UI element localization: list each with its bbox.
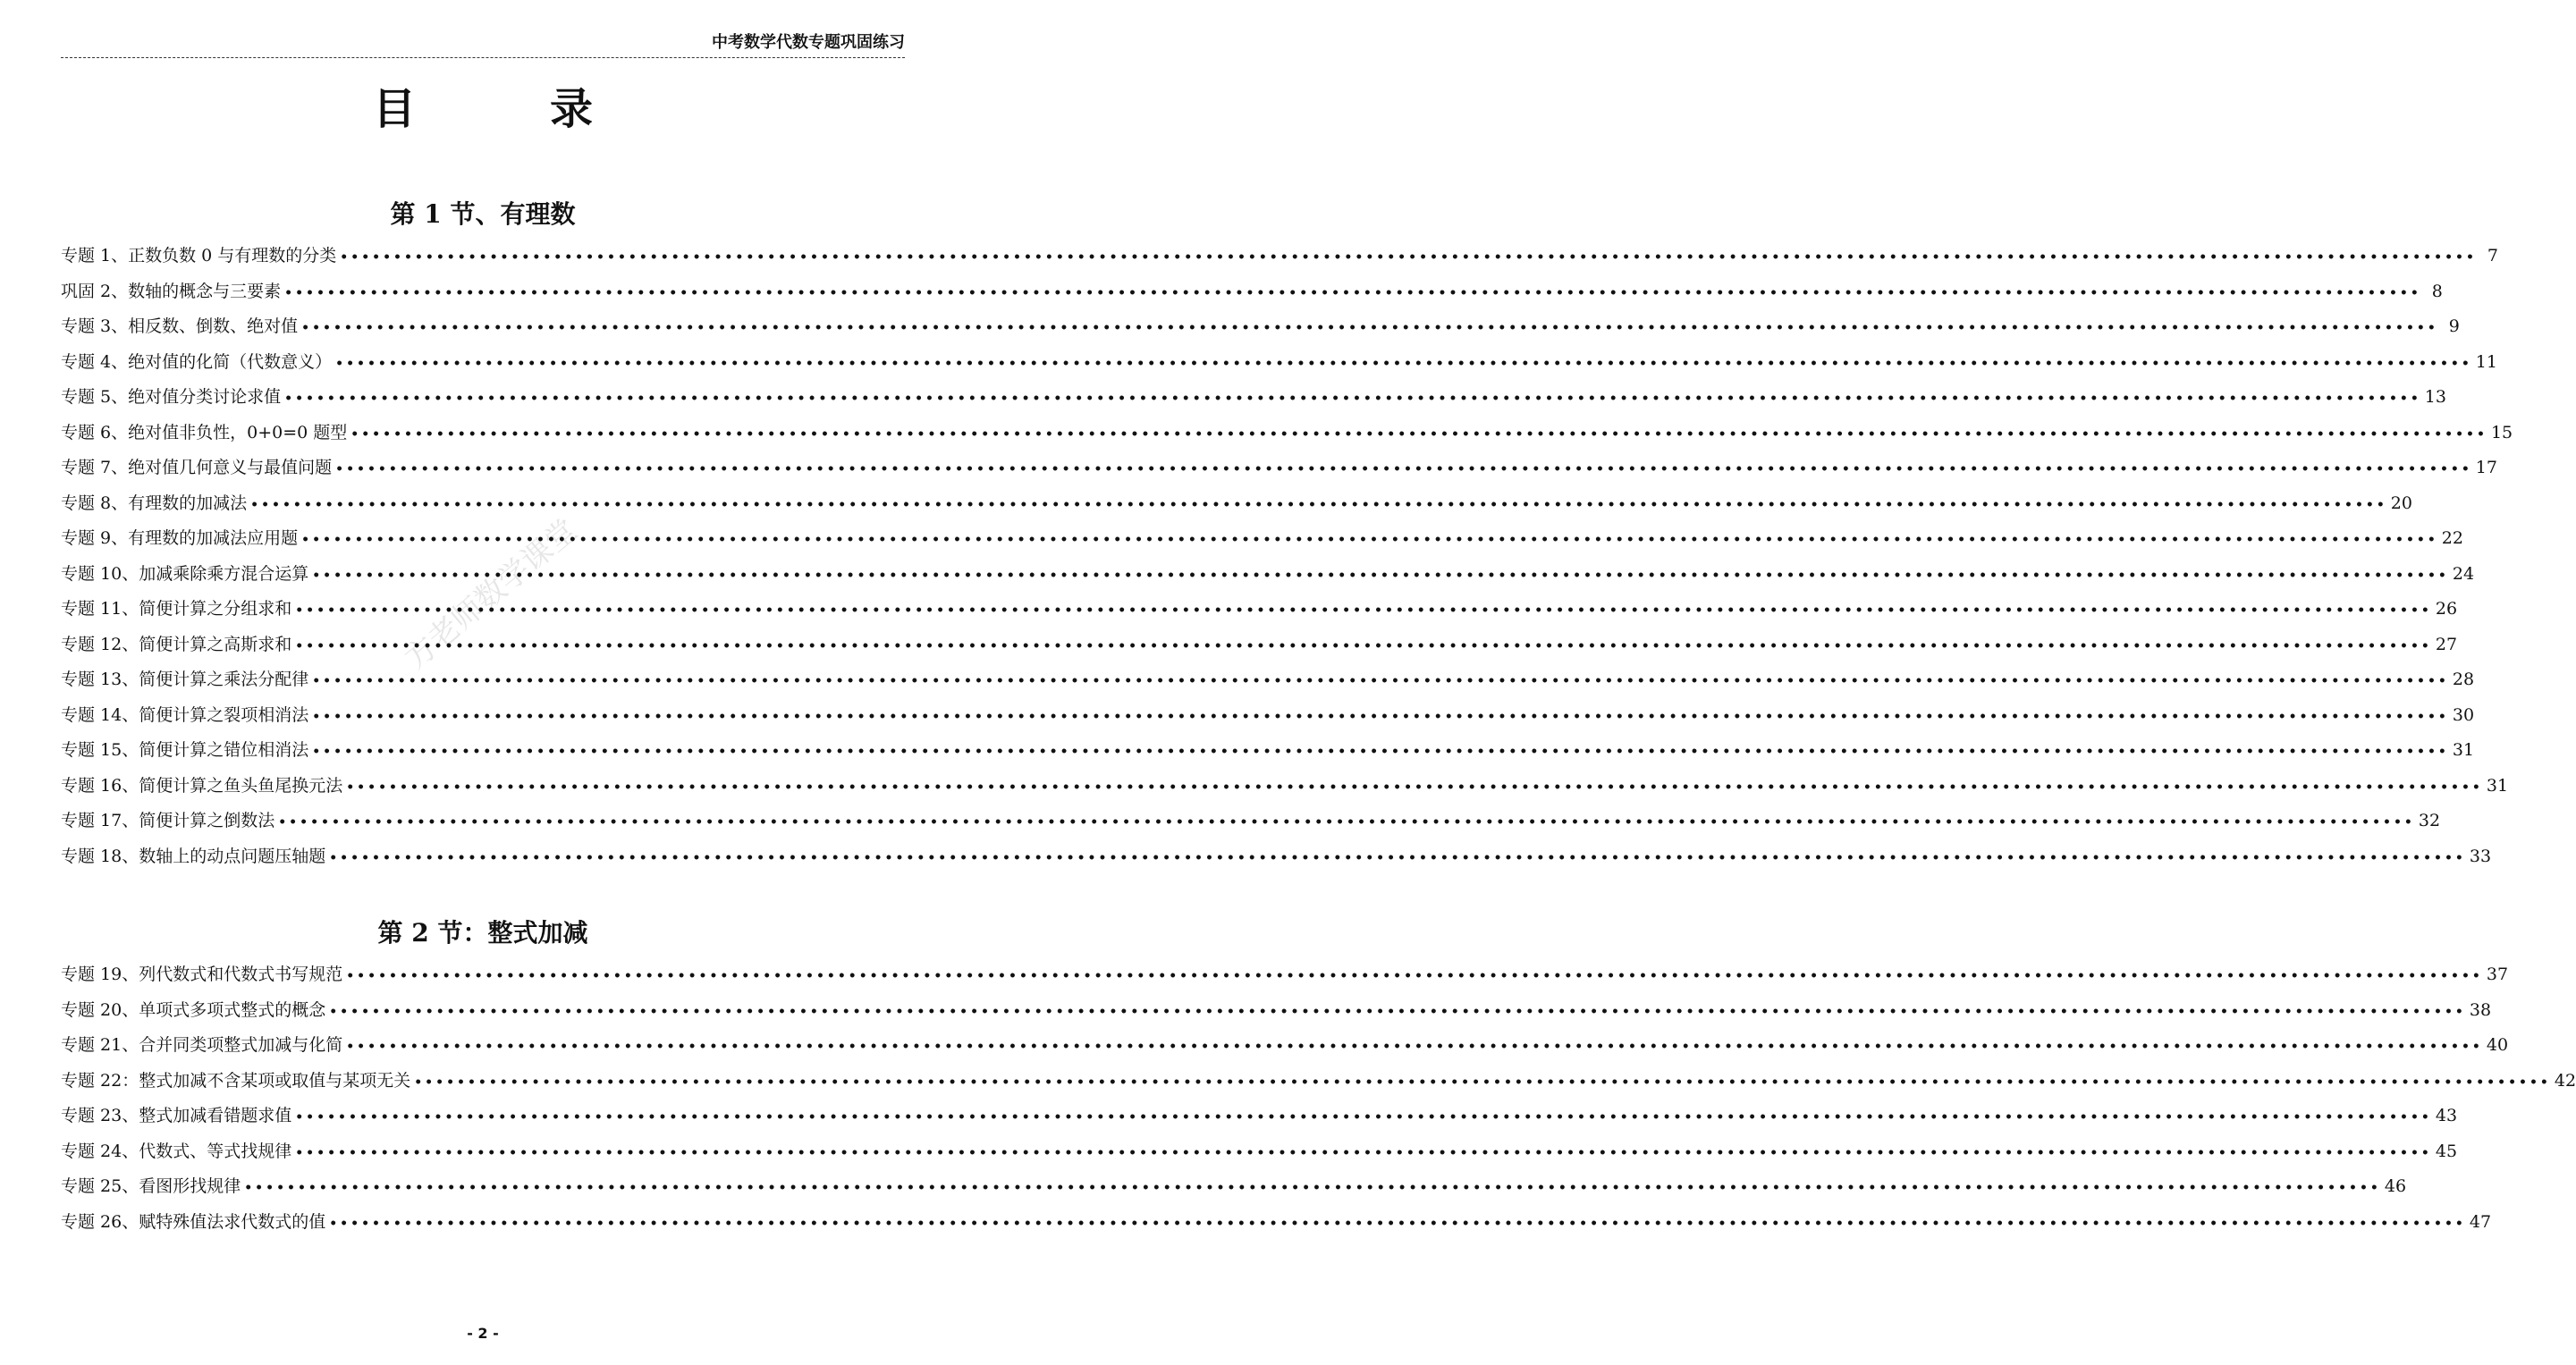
toc-entry-page: 17 [2475,458,2497,477]
toc-leader-dots: •••••••••••••••••••••••••••••••••••••••••••••••••••••••••••••••••••••••••••••••••••••••••••••••••••••••••••••••••••••••••••••••••••••••••••••••••••••••••••••••••••••••••••••••••••••••••••••••••••••••• [301,321,2438,335]
title-char-2: 录 [550,83,594,134]
toc-entry-page: 22 [2441,528,2463,548]
toc-entry-label: 专题 15、简便计算之错位相消法 [61,740,309,760]
toc-leader-dots: •••••••••••••••••••••••••••••••••••••••••••••••••••••••••••••••••••••••••••••••••••••••••••••••••••••••••••••••••••••••••••••••••••••••••••••••••••••••••••••••••••••••••••••••••••••••••••••••••••••••• [346,969,2483,983]
toc-entry-page: 33 [2469,846,2492,866]
toc-entry-label: 专题 1、正数负数 0 与有理数的分类 [61,246,337,265]
toc-leader-dots: •••••••••••••••••••••••••••••••••••••••••••••••••••••••••••••••••••••••••••••••••••••••••••••••••••••••••••••••••••••••••••••••••••••••••••••••••••••••••••••••••••••••••••••••••••••••••••••••••••••••• [312,745,2449,759]
toc-entry-page: 37 [2486,965,2509,984]
toc-entry-label: 专题 9、有理数的加减法应用题 [61,528,299,548]
toc-entry[interactable] [61,416,2513,451]
toc-leader-dots: •••••••••••••••••••••••••••••••••••••••••••••••••••••••••••••••••••••••••••••••••••••••••••••••••••••••••••••••••••••••••••••••••••••••••••••••••••••••••••••••••••••••••••••••••••••••••••••••••••••••• [295,1145,2432,1160]
toc-leader-dots: •••••••••••••••••••••••••••••••••••••••••••••••••••••••••••••••••••••••••••••••••••••••••••••••••••••••••••••••••••••••••••••••••••••••••••••••••••••••••••••••••••••••••••••••••••••••••••••••••••••••• [284,392,2421,406]
toc-entry-page: 30 [2452,704,2475,725]
toc-entry-label: 专题 26、赋特殊值法求代数式的值 [61,1211,326,1232]
toc-leader-dots: •••••••••••••••••••••••••••••••••••••••••••••••••••••••••••••••••••••••••••••••••••••••••••••••••••••••••••••••••••••••••••••••••••••••••••••••••••••••••••••••••••••••••••••••••••••••••••••••••••••••• [312,674,2449,688]
toc-entry-page: 38 [2469,999,2492,1020]
toc-leader-dots: •••••••••••••••••••••••••••••••••••••••••••••••••••••••••••••••••••••••••••••••••••••••••••••••••••••••••••••••••••••••••••••••••••••••••••••••••••••••••••••••••••••••••••••••••••••••••••••••••••••••• [340,250,2477,265]
toc-entry-label: 专题 4、绝对值的化简（代数意义） [61,351,333,372]
toc-entry[interactable] [61,239,2498,274]
toc-entry-page: 42 [2554,1070,2576,1091]
toc-leader-dots: •••••••••••••••••••••••••••••••••••••••••••••••••••••••••••••••••••••••••••••••••••••••••••••••••••••••••••••••••••••••••••••••••••••••••••••••••••••••••••••••••••••••••••••••••••••••••••••••••••••••• [346,779,2483,795]
toc-entry-page: 11 [2475,351,2497,372]
toc-entry-page: 26 [2435,599,2458,619]
toc-leader-dots: •••••••••••••••••••••••••••••••••••••••••••••••••••••••••••••••••••••••••••••••••••••••••••••••••••••••••••••••••••••••••••••••••••••••••••••••••••••••••••••••••••••••••••••••••••••••••••••••••••••••• [244,1181,2381,1195]
toc-entry-page: 31 [2486,775,2509,796]
toc-entry-page: 31 [2452,740,2475,760]
toc-entry[interactable] [61,993,2492,1029]
toc-leader-dots: •••••••••••••••••••••••••••••••••••••••••••••••••••••••••••••••••••••••••••••••••••••••••••••••••••••••••••••••••••••••••••••••••••••••••••••••••••••••••••••••••••••••••••••••••••••••••••••••••••••••• [351,426,2487,442]
toc-entry[interactable] [61,521,2463,557]
toc-entry[interactable] [61,345,2497,381]
toc-entry[interactable] [61,592,2458,628]
toc-entry-page: 45 [2435,1141,2458,1161]
toc-leader-dots: •••••••••••••••••••••••••••••••••••••••••••••••••••••••••••••••••••••••••••••••••••••••••••••••••••••••••••••••••••••••••••••••••••••••••••••••••••••••••••••••••••••••••••••••••••••••••••••••••••••••• [329,1004,2466,1019]
toc-entry-label: 专题 13、简便计算之乘法分配律 [61,670,309,689]
toc-entry-label: 专题 18、数轴上的动点问题压轴题 [61,846,326,866]
toc-entry[interactable] [61,698,2475,734]
toc-entry[interactable] [61,1099,2458,1134]
page-number: - 2 - [467,1325,499,1342]
toc-entry-label: 专题 20、单项式多项式整式的概念 [61,999,326,1020]
toc-entry-label: 专题 5、绝对值分类讨论求值 [61,387,282,407]
toc-entry-page: 13 [2424,387,2446,407]
page-title [0,73,966,136]
toc-entry[interactable] [61,1205,2492,1241]
toc-entry[interactable] [61,486,2412,522]
watermark: 方老师数学课堂 [398,512,585,677]
toc-entry[interactable] [61,557,2475,593]
toc-entry-page: 47 [2469,1211,2492,1232]
toc-leader-dots: •••••••••••••••••••••••••••••••••••••••••••••••••••••••••••••••••••••••••••••••••••••••••••••••••••••••••••••••••••••••••••••••••••••••••••••••••••••••••••••••••••••••••••••••••••••••••••••••••••••••• [295,1110,2432,1125]
toc-leader-dots: •••••••••••••••••••••••••••••••••••••••••••••••••••••••••••••••••••••••••••••••••••••••••••••••••••••••••••••••••••••••••••••••••••••••••••••••••••••••••••••••••••••••••••••••••••••••••••••••••••••••• [329,850,2466,865]
toc-entry-page: 20 [2390,493,2412,513]
toc-leader-dots: •••••••••••••••••••••••••••••••••••••••••••••••••••••••••••••••••••••••••••••••••••••••••••••••••••••••••••••••••••••••••••••••••••••••••••••••••••••••••••••••••••••••••••••••••••••••••••••••••••••••• [335,356,2472,371]
toc-entry-page: 24 [2452,563,2475,584]
toc-entry-label: 专题 23、整式加减看错题求值 [61,1106,292,1125]
toc-entry-page: 46 [2384,1176,2407,1196]
toc-entry-page: 7 [2487,246,2498,265]
toc-entry-label: 专题 8、有理数的加减法 [61,493,248,513]
toc-entry-label: 专题 7、绝对值几何意义与最值问题 [61,458,333,477]
toc-entry[interactable] [61,1134,2458,1170]
toc-leader-dots: •••••••••••••••••••••••••••••••••••••••••••••••••••••••••••••••••••••••••••••••••••••••••••••••••••••••••••••••••••••••••••••••••••••••••••••••••••••••••••••••••••••••••••••••••••••••••••••••••••••••• [312,709,2449,724]
toc-entry-label: 专题 14、简便计算之裂项相消法 [61,704,309,725]
toc-entry-page: 9 [2448,316,2460,336]
toc-entry[interactable] [61,957,2509,993]
toc-entry[interactable] [61,733,2475,769]
toc-entry-label: 专题 6、绝对值非负性，0+0=0 题型 [61,422,348,442]
toc-leader-dots: •••••••••••••••••••••••••••••••••••••••••••••••••••••••••••••••••••••••••••••••••••••••••••••••••••••••••••••••••••••••••••••••••••••••••••••••••••••••••••••••••••••••••••••••••••••••••••••••••••••••• [329,1216,2466,1231]
toc-leader-dots: •••••••••••••••••••••••••••••••••••••••••••••••••••••••••••••••••••••••••••••••••••••••••••••••••••••••••••••••••••••••••••••••••••••••••••••••••••••••••••••••••••••••••••••••••••••••••••••••••••••••• [295,638,2432,653]
toc-entry-label: 专题 10、加减乘除乘方混合运算 [61,563,309,584]
toc-entry-label: 专题 3、相反数、倒数、绝对值 [61,316,299,336]
toc-entry[interactable] [61,662,2475,698]
toc-entry[interactable] [61,451,2497,486]
toc-entry-label: 专题 12、简便计算之高斯求和 [61,634,292,654]
section-2-toc [61,957,2576,1240]
toc-entry[interactable] [61,839,2492,875]
toc-entry-label: 专题 17、简便计算之倒数法 [61,811,275,830]
toc-leader-dots: •••••••••••••••••••••••••••••••••••••••••••••••••••••••••••••••••••••••••••••••••••••••••••••••••••••••••••••••••••••••••••••••••••••••••••••••••••••••••••••••••••••••••••••••••••••••••••••••••••••••• [250,497,2387,512]
toc-entry[interactable] [61,804,2441,839]
toc-entry-label: 专题 21、合并同类项整式加减与化简 [61,1035,343,1055]
toc-leader-dots: •••••••••••••••••••••••••••••••••••••••••••••••••••••••••••••••••••••••••••••••••••••••••••••••••••••••••••••••••••••••••••••••••••••••••••••••••••••••••••••••••••••••••••••••••••••••••••••••••••••••• [284,285,2421,300]
toc-leader-dots: •••••••••••••••••••••••••••••••••••••••••••••••••••••••••••••••••••••••••••••••••••••••••••••••••••••••••••••••••••••••••••••••••••••••••••••••••••••••••••••••••••••••••••••••••••••••••••••••••••••••• [301,533,2438,547]
toc-entry[interactable] [61,1028,2509,1064]
toc-entry[interactable] [61,380,2446,416]
toc-entry-page: 43 [2435,1106,2458,1125]
toc-leader-dots: •••••••••••••••••••••••••••••••••••••••••••••••••••••••••••••••••••••••••••••••••••••••••••••••••••••••••••••••••••••••••••••••••••••••••••••••••••••••••••••••••••••••••••••••••••••••••••••••••••••••• [414,1074,2551,1090]
toc-entry[interactable] [61,309,2460,345]
toc-entry-label: 专题 22：整式加减不含某项或取值与某项无关 [61,1070,411,1091]
toc-entry-page: 32 [2418,811,2441,830]
toc-entry-page: 27 [2435,634,2458,654]
toc-entry-page: 15 [2490,422,2513,442]
toc-entry[interactable] [61,1064,2576,1100]
section-2-title: 第 2 节：整式加减 [377,918,588,948]
toc-leader-dots: •••••••••••••••••••••••••••••••••••••••••••••••••••••••••••••••••••••••••••••••••••••••••••••••••••••••••••••••••••••••••••••••••••••••••••••••••••••••••••••••••••••••••••••••••••••••••••••••••••••••• [346,1040,2483,1054]
toc-entry[interactable] [61,769,2509,805]
toc-entry-label: 专题 16、简便计算之鱼头鱼尾换元法 [61,775,343,796]
toc-entry-page: 40 [2486,1035,2509,1055]
toc-entry-page: 28 [2452,670,2475,689]
page-header [61,29,905,58]
toc-entry-label: 专题 11、简便计算之分组求和 [61,599,292,619]
toc-entry[interactable] [61,628,2458,663]
toc-leader-dots: •••••••••••••••••••••••••••••••••••••••••••••••••••••••••••••••••••••••••••••••••••••••••••••••••••••••••••••••••••••••••••••••••••••••••••••••••••••••••••••••••••••••••••••••••••••••••••••••••••••••• [335,462,2472,476]
title-char-1: 目 [372,83,416,134]
toc-leader-dots: •••••••••••••••••••••••••••••••••••••••••••••••••••••••••••••••••••••••••••••••••••••••••••••••••••••••••••••••••••••••••••••••••••••••••••••••••••••••••••••••••••••••••••••••••••••••••••••••••••••••• [295,603,2432,618]
toc-leader-dots: •••••••••••••••••••••••••••••••••••••••••••••••••••••••••••••••••••••••••••••••••••••••••••••••••••••••••••••••••••••••••••••••••••••••••••••••••••••••••••••••••••••••••••••••••••••••••••••••••••••••• [312,568,2449,583]
toc-entry-label: 专题 25、看图形找规律 [61,1176,241,1196]
toc-entry[interactable] [61,274,2443,310]
toc-entry-label: 专题 24、代数式、等式找规律 [61,1141,292,1161]
toc-entry-label: 专题 19、列代数式和代数式书写规范 [61,965,343,984]
toc-entry-label: 巩固 2、数轴的概念与三要素 [61,281,282,301]
toc-entry[interactable] [61,1169,2407,1205]
toc-entry-page: 8 [2431,281,2443,301]
section-1-title: 第 1 节、有理数 [390,199,576,229]
header-title: 中考数学代数专题巩固练习 [712,33,905,52]
section-1-toc [61,239,2513,874]
toc-leader-dots: •••••••••••••••••••••••••••••••••••••••••••••••••••••••••••••••••••••••••••••••••••••••••••••••••••••••••••••••••••••••••••••••••••••••••••••••••••••••••••••••••••••••••••••••••••••••••••••••••••••••• [278,815,2415,830]
